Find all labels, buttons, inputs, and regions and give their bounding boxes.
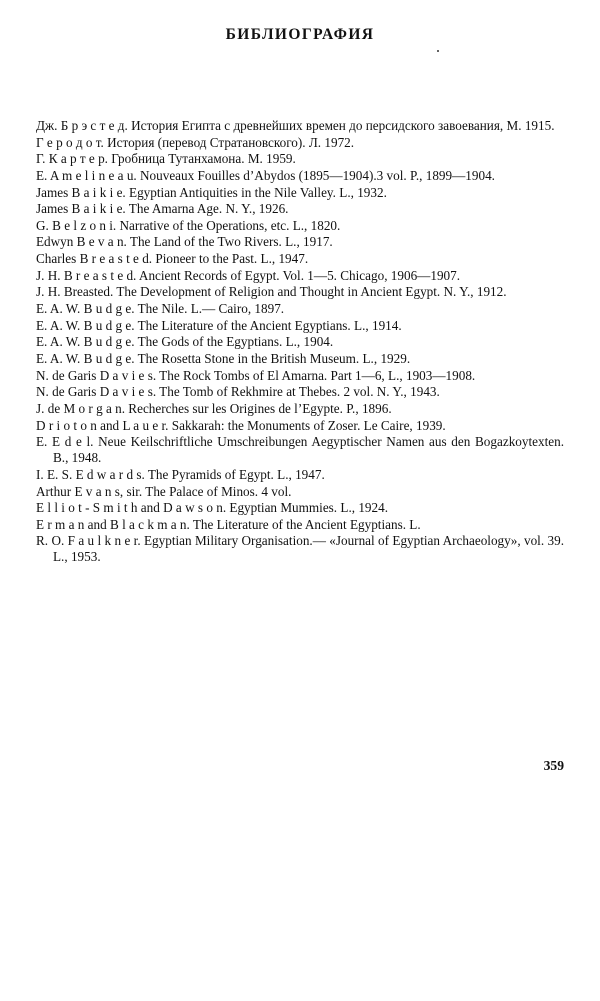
bibliography-entry: James B a i k i e. The Amarna Age. N. Y., 1926. — [36, 201, 289, 217]
bibliography-entry: Г. К а р т е р. Гробница Тутанхамона. М. 1959. — [36, 151, 296, 167]
bibliography-entry: James B a i k i e. Egyptian Antiquities in the Nile Valley. L., 1932. — [36, 184, 387, 200]
bibliography-entry: Дж. Б р э с т е д. История Египта с древнейших времен до персидского завоевания, М. 1915. — [36, 118, 555, 133]
bibliography-entry: E l l i o t - S m i t h and D a w s o n. Egyptian Mummies. L., 1924. — [36, 500, 389, 516]
bibliography-entry: Edwyn B e v a n. The Land of the Two Rivers. L., 1917. — [36, 234, 333, 250]
bibliography-entry: J. H. Breasted. The Development of Religion and Thought in Ancient Egypt. N. Y., 1912. — [36, 284, 507, 300]
document-page — [0, 26, 600, 1001]
page-number: 359 — [543, 758, 564, 773]
bibliography-entry: Г е р о д о т. История (перевод Стратановского). Л. 1972. — [36, 134, 355, 150]
bibliography-entry: E. A. W. B u d g e. The Literature of the Ancient Egyptians. L., 1914. — [36, 317, 402, 333]
bibliography-entry: Charles B r e a s t e d. Pioneer to the Past. L., 1947. — [36, 251, 309, 267]
bibliography-entry: I. E. S. E d w a r d s. The Pyramids of Egypt. L., 1947. — [36, 466, 325, 482]
bibliography-entry: D r i o t o n and L a u e r. Sakkarah: the Monuments of Zoser. Le Caire, 1939. — [36, 417, 446, 433]
bibliography-entry: E r m a n and B l a c k m a n. The Literature of the Ancient Egyptians. L. — [36, 516, 421, 532]
bibliography-entry: E. A. W. B u d g e. The Rosetta Stone in the British Museum. L., 1929. — [36, 350, 411, 366]
bibliography-entry: E. A m e l i n e a u. Nouveaux Fouilles d’Abydos (1895—1904).3 vol. P., 1899—1904. — [36, 167, 495, 183]
bibliography-entry: E. A. W. B u d g e. The Nile. L.— Cairo, 1897. — [36, 301, 285, 317]
bibliography-entry: N. de Garis D a v i e s. The Tomb of Rekhmire at Thebes. 2 vol. N. Y., 1943. — [36, 384, 440, 400]
page-title: БИБЛИОГРАФИЯ — [225, 26, 375, 43]
bibliography-entry: E. A. W. B u d g e. The Gods of the Egyptians. L., 1904. — [36, 334, 334, 350]
bibliography-entry: Arthur E v a n s, sir. The Palace of Minos. 4 vol. — [36, 483, 292, 499]
bibliography-entry: G. B e l z o n i. Narrative of the Operations, etc. L., 1820. — [36, 217, 341, 233]
bibliography-list — [36, 118, 564, 566]
bibliography-entry: J. H. B r e a s t e d. Ancient Records of Egypt. Vol. 1—5. Chicago, 1906—1907. — [36, 267, 461, 283]
page-mark-dot — [437, 50, 439, 52]
bibliography-entry: N. de Garis D a v i e s. The Rock Tombs of El Amarna. Part 1—6, L., 1903—1908. — [36, 367, 476, 383]
bibliography-entry: E. E d e l. Neue Keilschriftliche Umschreibungen Aegyptischer Namen aus den Bogazkoytexten. B., 1948. — [36, 434, 564, 466]
bibliography-entry: R. O. F a u l k n e r. Egyptian Military Organisation.— «Journal of Egyptian Archaeology», vol. 39. L., 1953. — [36, 533, 564, 565]
bibliography-entry: J. de M o r g a n. Recherches sur les Origines de l’Egypte. P., 1896. — [36, 400, 392, 416]
